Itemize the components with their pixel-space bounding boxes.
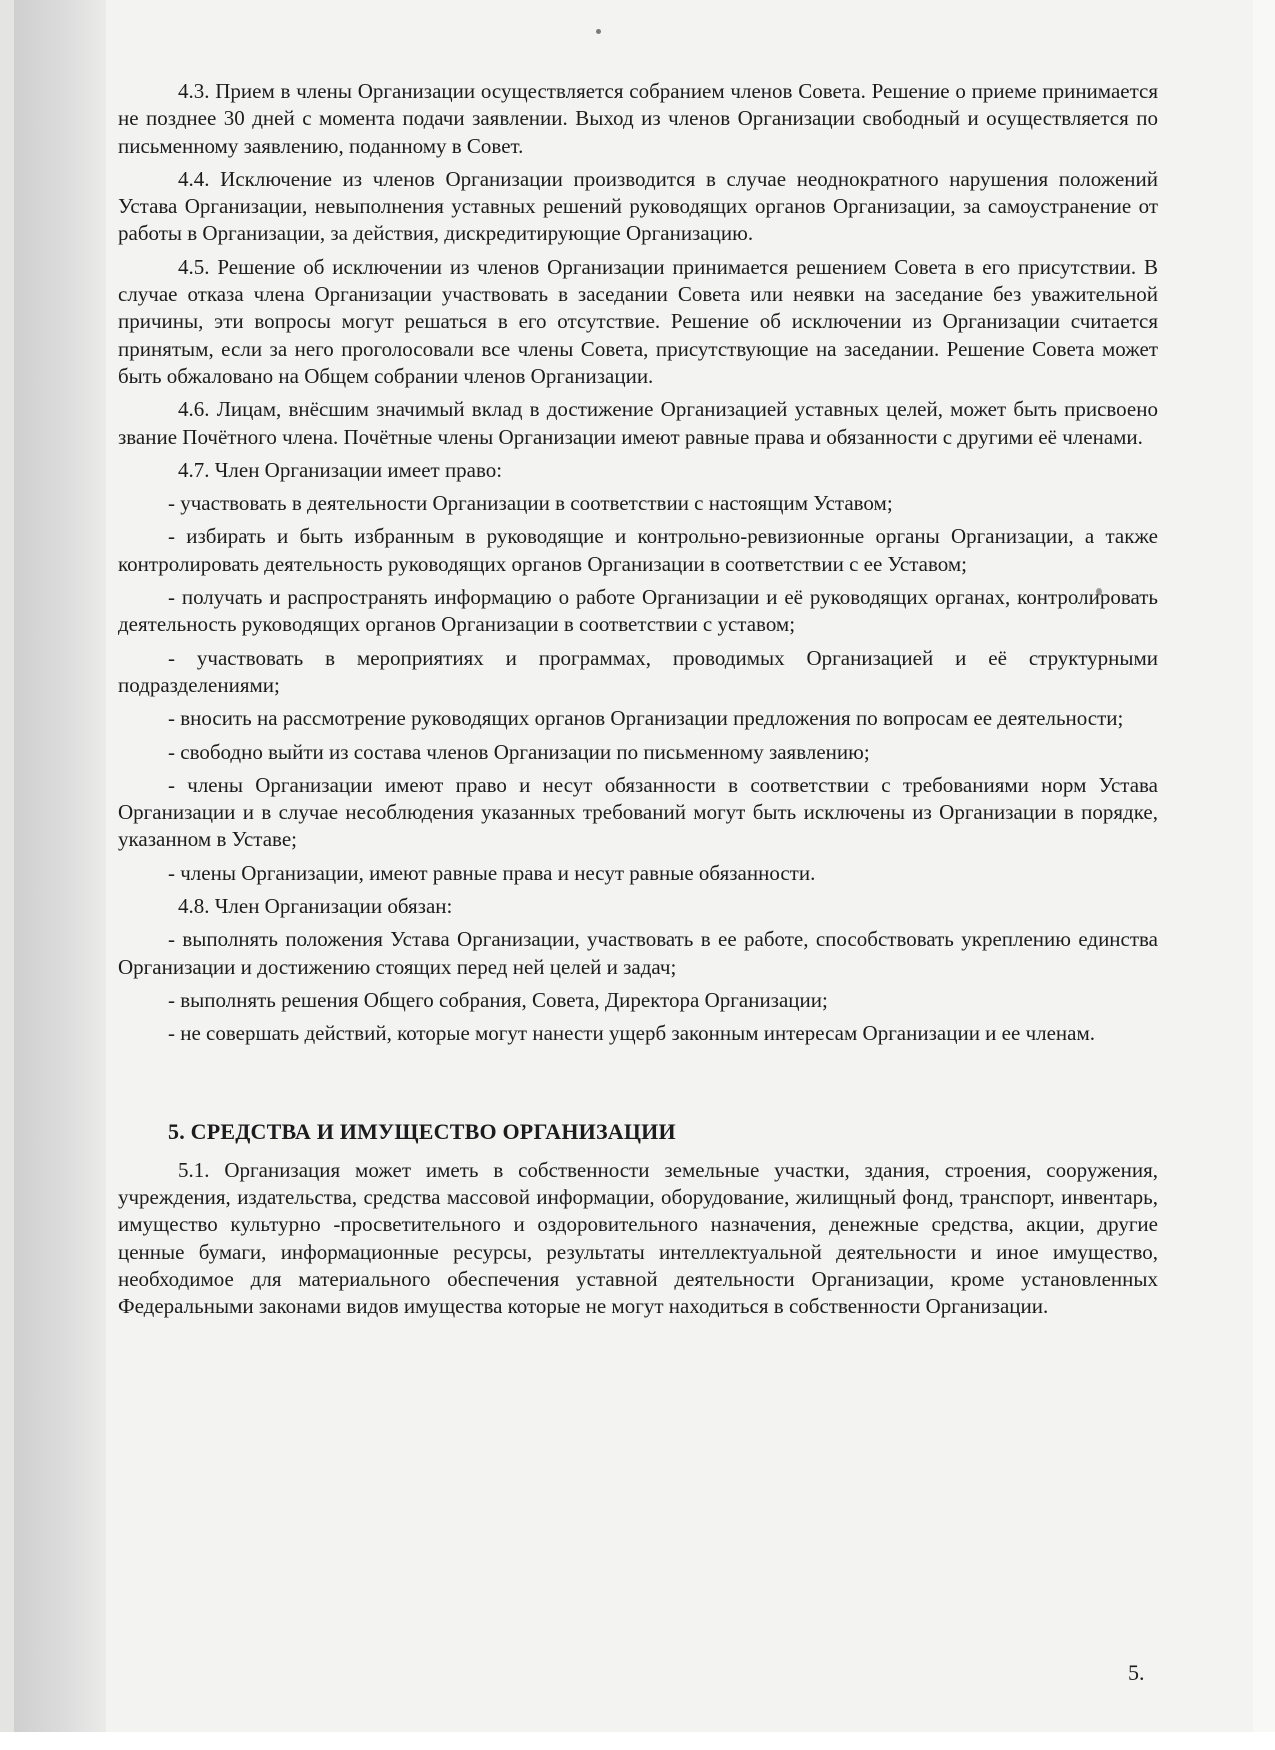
rights-item-5: - вносить на рассмотрение руководящих органов Организации предложения по вопросам ее деятельности; [168, 706, 1124, 731]
scan-edge-right [1253, 0, 1275, 1750]
duties-item-2: - выполнять решения Общего собрания, Совета, Директора Организации; [168, 987, 828, 1012]
paragraph-4-7: 4.7. Член Организации имеет право: [178, 457, 503, 482]
section-heading: 5. СРЕДСТВА И ИМУЩЕСТВО ОРГАНИЗАЦИИ [168, 1118, 676, 1144]
scan-edge-left [0, 0, 14, 1750]
bleed-through-strip [14, 0, 106, 1750]
scan-dot-mark [596, 29, 601, 34]
rights-item-4: - участвовать в мероприятиях и программах, проводимых Организацией и её структурными подразделениями; [118, 645, 1158, 697]
rights-item-8: - члены Организации, имеют равные права и несут равные обязанности. [168, 860, 816, 885]
document-page [118, 78, 1158, 1327]
rights-item-3: - получать и распространять информацию о работе Организации и её руководящих органах, контролировать деятельность руководящих органов Организации в соответствии с уставом; [118, 585, 1158, 637]
paragraph-4-3: 4.3. Прием в члены Организации осуществляется собранием членов Совета. Решение о приеме принимается не позднее 30 дней с момента подачи заявлении. Выход из членов Организации свободный и осуществляется по письменному заявлению, поданному в Совет. [118, 79, 1158, 158]
rights-item-7: - члены Организации имеют право и несут обязанности в соответствии с требованиями норм Устава Организации и в случае несоблюдения указанных требований могут быть исключены из Организации в порядке, указанном в Уставе; [118, 772, 1158, 852]
duties-item-1: - выполнять положения Устава Организации, участвовать в ее работе, способствовать укреплению единства Организации и достижению стоящих перед ней целей и задач; [118, 927, 1158, 979]
paragraph-4-5: 4.5. Решение об исключении из членов Организации принимается решением Совета в его присутствии. В случае отказа члена Организации участвовать в заседании Совета или неявки на заседание без уважительной причины, эти вопросы могут решаться в его отсутствие. Решение об исключении из Организации считается принятым, если за него проголосовали все члены Совета, присутствующие на заседании. Решение Совета может быть обжаловано на Общем собрании членов Организации. [118, 254, 1158, 388]
duties-item-3: - не совершать действий, которые могут нанести ущерб законным интересам Организации и ее членам. [168, 1021, 1096, 1046]
rights-item-1: - участвовать в деятельности Организации в соответствии с настоящим Уставом; [168, 491, 893, 516]
paragraph-4-6: 4.6. Лицам, внёсшим значимый вклад в достижение Организацией уставных целей, может быть присвоено звание Почётного члена. Почётные члены Организации имеют равные права и обязанности с другими её членами. [118, 397, 1158, 449]
paragraph-4-4: 4.4. Исключение из членов Организации производится в случае неоднократного нарушения положений Устава Организации, невыполнения уставных решений руководящих органов Организации, за самоустранение от работы в Организации, за действия, дискредитирующие Организацию. [118, 166, 1158, 246]
rights-item-6: - свободно выйти из состава членов Организации по письменному заявлению; [168, 739, 870, 764]
scan-edge-bottom [0, 1732, 1275, 1750]
page-number: 5. [1128, 1660, 1145, 1685]
paragraph-4-8: 4.8. Член Организации обязан: [178, 894, 453, 919]
paragraph-5-1: 5.1. Организация может иметь в собственности земельные участки, здания, строения, сооружения, учреждения, издательства, средства массовой информации, оборудование, жилищный фонд, транспорт, инвентарь, имущество культурно -просветительного и оздоровительного назначения, денежные средства, акции, другие ценные бумаги, информационные ресурсы, результаты интеллектуальной деятельности и иное имущество, необходимое для материального обеспечения уставной деятельности Организации, кроме установленных Федеральными законами видов имущества которые не могут находиться в собственности Организации. [118, 1157, 1158, 1319]
rights-item-2: - избирать и быть избранным в руководящие и контрольно-ревизионные органы Организации, а также контролировать деятельность руководящих органов Организации в соответствии с ее Уставом; [118, 524, 1158, 576]
